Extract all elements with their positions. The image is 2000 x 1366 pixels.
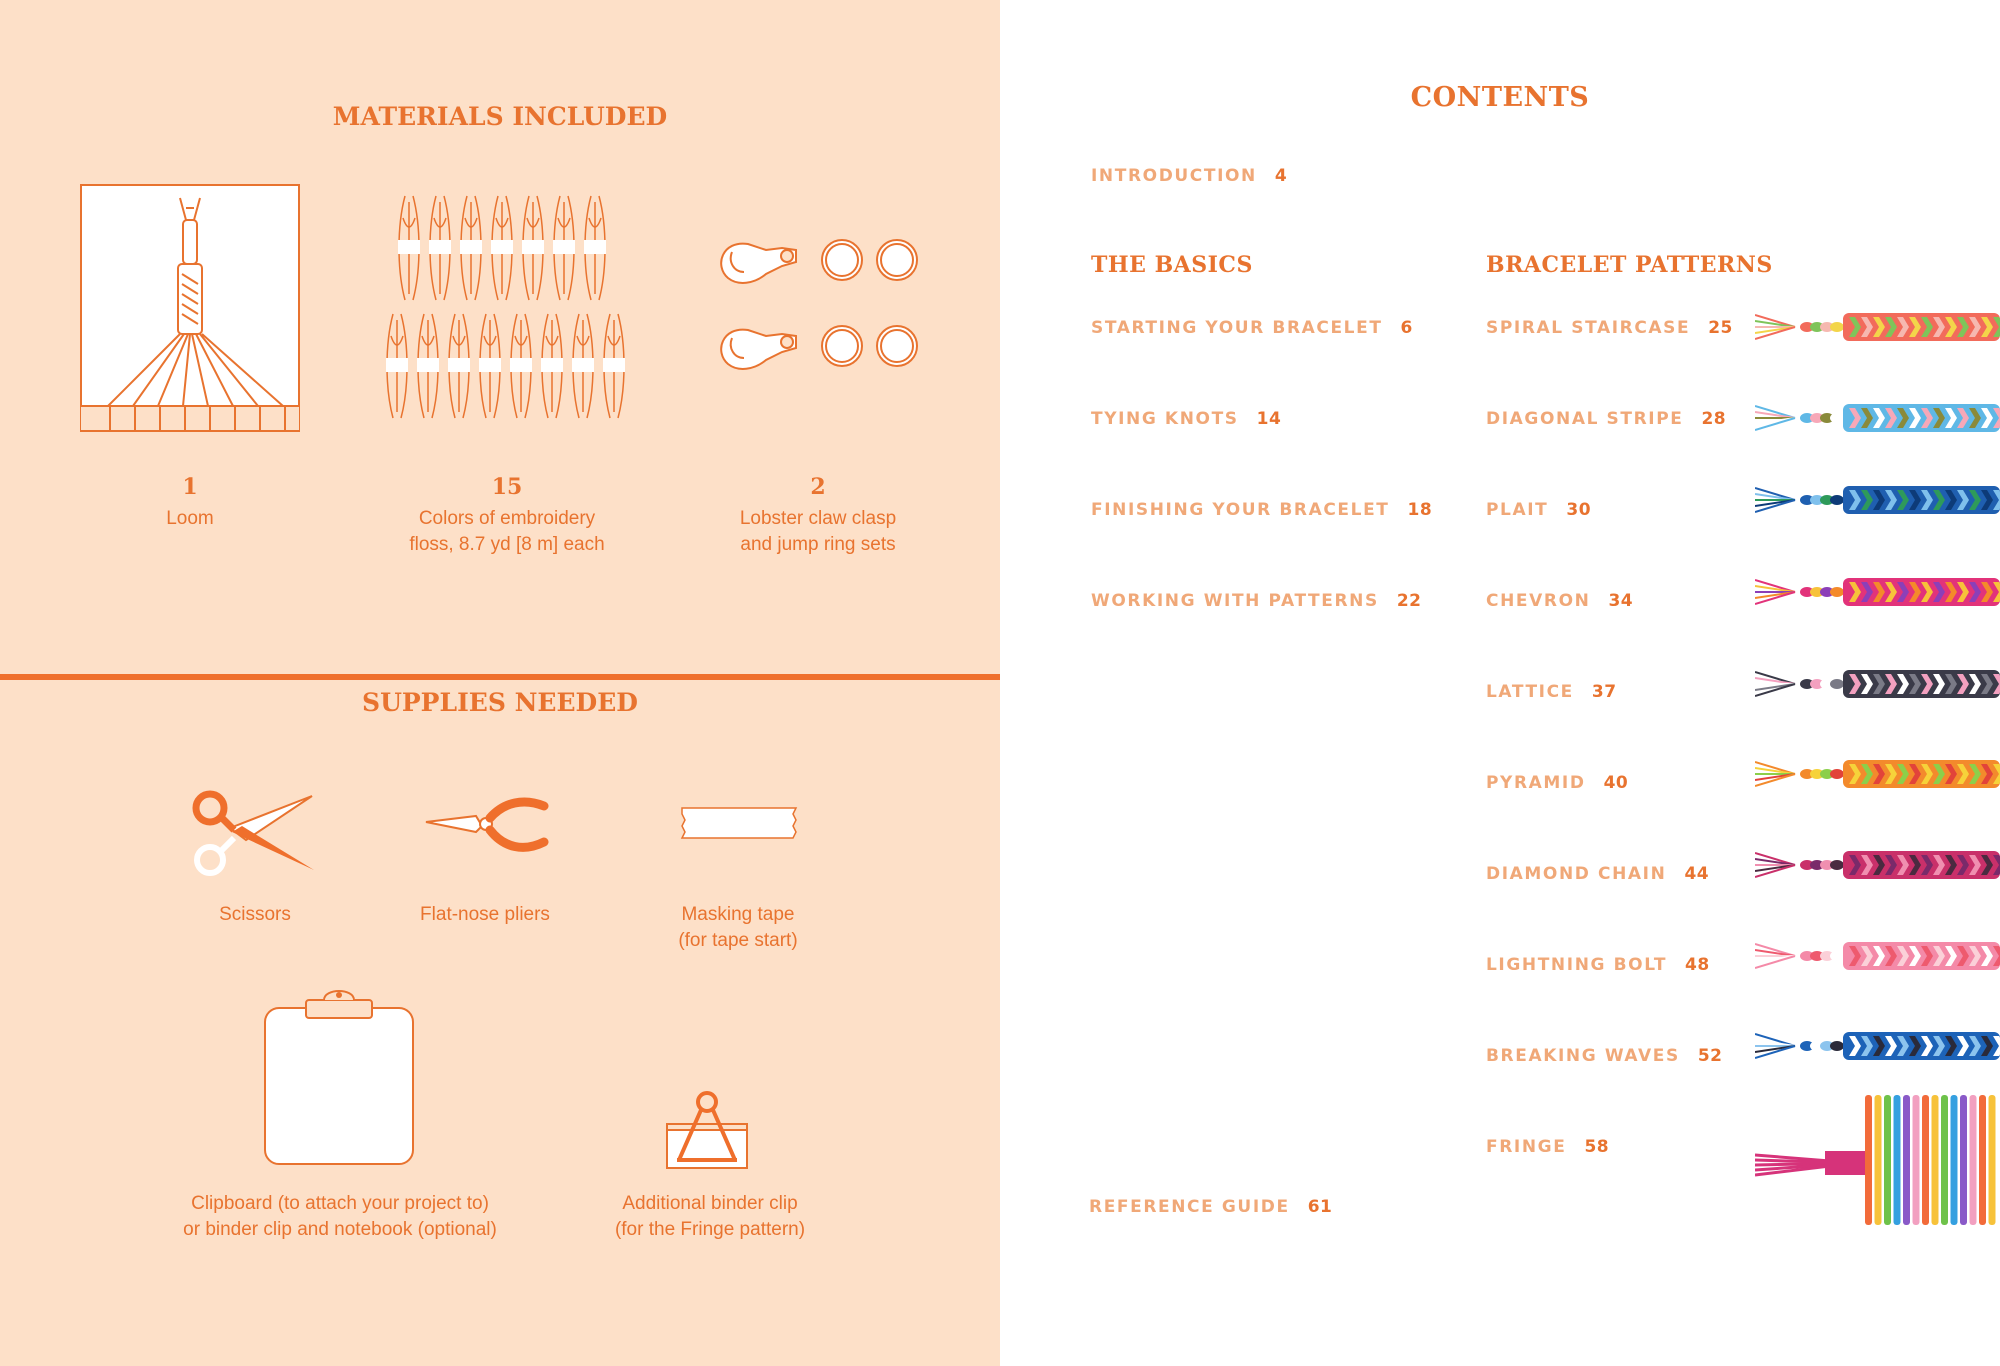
fringe-strand bbox=[1979, 1095, 1986, 1225]
fringe-strand bbox=[1922, 1095, 1929, 1225]
twist-knot bbox=[1830, 679, 1844, 689]
pliers-icon bbox=[424, 796, 550, 854]
toc-entry-page: 25 bbox=[1708, 318, 1733, 338]
toc-lattice[interactable] bbox=[1486, 682, 1617, 702]
toc-finishing-your-bracelet[interactable] bbox=[1091, 500, 1432, 520]
toc-entry-page: 18 bbox=[1407, 500, 1433, 520]
scissors-icon bbox=[190, 786, 318, 878]
bracelet-band bbox=[1843, 404, 2000, 432]
loom-quantity: 1 bbox=[182, 474, 198, 500]
toc-entry-label: STARTING YOUR BRACELET bbox=[1091, 318, 1383, 338]
toc-entry-label: SPIRAL STAIRCASE bbox=[1486, 318, 1691, 338]
fringe-bracelet-image bbox=[1755, 1095, 2000, 1225]
fringe-strand bbox=[1970, 1095, 1977, 1225]
twist-knot bbox=[1830, 413, 1844, 423]
floss-icon bbox=[385, 192, 630, 422]
floss-skein bbox=[417, 314, 439, 418]
twist-knot bbox=[1830, 951, 1844, 961]
tape-icon bbox=[680, 806, 798, 840]
floss-skein bbox=[491, 196, 513, 300]
toc-entry-label: PLAIT bbox=[1486, 500, 1549, 520]
twist-knot bbox=[1830, 495, 1844, 505]
lattice-bracelet-image bbox=[1755, 662, 2000, 706]
toc-entry-label: LATTICE bbox=[1486, 682, 1574, 702]
twist-knot bbox=[1830, 769, 1844, 779]
floss-skein bbox=[460, 196, 482, 300]
toc-chevron[interactable] bbox=[1486, 591, 1633, 611]
floss-skein bbox=[479, 314, 501, 418]
supplies-title: SUPPLIES NEEDED bbox=[362, 688, 638, 717]
plait-bracelet-image bbox=[1755, 478, 2000, 522]
fringe-strand bbox=[1903, 1095, 1910, 1225]
pliers-label: Flat-nose pliers bbox=[420, 904, 550, 925]
binder-clip-icon bbox=[665, 1090, 749, 1170]
clasp-icon bbox=[712, 232, 927, 382]
bracelet-band bbox=[1843, 486, 2000, 514]
section-divider bbox=[0, 674, 1000, 680]
toc-reference-guide[interactable] bbox=[1089, 1197, 1332, 1217]
fringe-strand bbox=[1913, 1095, 1920, 1225]
loom-label: Loom bbox=[166, 508, 214, 529]
clipboard-icon bbox=[262, 986, 416, 1168]
floss-skein bbox=[448, 314, 470, 418]
toc-lightning-bolt[interactable] bbox=[1486, 955, 1710, 975]
fringe-strand bbox=[1884, 1095, 1891, 1225]
toc-entry-page: 61 bbox=[1307, 1197, 1333, 1217]
contents-title: CONTENTS bbox=[1410, 82, 1590, 113]
toc-entry-label: REFERENCE GUIDE bbox=[1089, 1197, 1290, 1217]
bracelet-band bbox=[1843, 851, 2000, 879]
fringe-strand bbox=[1932, 1095, 1939, 1225]
floss-label: Colors of embroidery floss, 8.7 yd [8 m] each bbox=[409, 508, 605, 555]
floss-skein bbox=[553, 196, 575, 300]
toc-entry-page: 48 bbox=[1685, 955, 1710, 975]
toc-entry-page: 28 bbox=[1701, 409, 1727, 429]
toc-entry-page: 14 bbox=[1256, 409, 1282, 429]
materials-title: MATERIALS INCLUDED bbox=[332, 102, 668, 131]
diagonal-stripe-bracelet-image bbox=[1755, 396, 2000, 440]
bracelet-band bbox=[1843, 313, 2000, 341]
patterns-heading: BRACELET PATTERNS bbox=[1486, 252, 1773, 278]
pyramid-bracelet-image bbox=[1755, 752, 2000, 796]
binder-clip-label: Additional binder clip (for the Fringe pattern) bbox=[614, 1193, 806, 1240]
toc-spiral-staircase[interactable] bbox=[1486, 318, 1733, 338]
clipboard-label: Clipboard (to attach your project to) or binder clip and notebook (optional) bbox=[183, 1193, 497, 1240]
toc-introduction[interactable] bbox=[1091, 166, 1287, 186]
floss-skein bbox=[386, 314, 408, 418]
toc-working-with-patterns[interactable] bbox=[1091, 591, 1421, 611]
floss-skein bbox=[510, 314, 532, 418]
toc-entry-label: FRINGE bbox=[1486, 1137, 1567, 1157]
toc-entry-page: 6 bbox=[1400, 318, 1413, 338]
bracelet-band bbox=[1843, 942, 2000, 970]
clasp-quantity: 2 bbox=[810, 474, 826, 500]
toc-entry-label: BREAKING WAVES bbox=[1486, 1046, 1680, 1066]
toc-entry-page: 58 bbox=[1584, 1137, 1610, 1157]
breaking-waves-bracelet-image bbox=[1755, 1024, 2000, 1068]
fringe-strand bbox=[1989, 1095, 1996, 1225]
fringe-strand bbox=[1865, 1095, 1872, 1225]
twist-knot bbox=[1830, 322, 1844, 332]
basics-heading: THE BASICS bbox=[1091, 252, 1253, 278]
toc-entry-page: 37 bbox=[1591, 682, 1617, 702]
twist-knot bbox=[1830, 860, 1844, 870]
fringe-strand bbox=[1875, 1095, 1882, 1225]
toc-entry-label: TYING KNOTS bbox=[1091, 409, 1239, 429]
toc-tying-knots[interactable] bbox=[1091, 409, 1281, 429]
toc-entry-page: 40 bbox=[1603, 773, 1629, 793]
bracelet-band bbox=[1843, 1032, 2000, 1060]
floss-skein bbox=[522, 196, 544, 300]
loom-icon bbox=[80, 184, 300, 432]
clasp-label: Lobster claw clasp and jump ring sets bbox=[739, 508, 897, 555]
toc-starting-your-bracelet[interactable] bbox=[1091, 318, 1413, 338]
fringe-strand bbox=[1960, 1095, 1967, 1225]
toc-pyramid[interactable] bbox=[1486, 773, 1628, 793]
fringe-strand bbox=[1951, 1095, 1958, 1225]
fringe-knot-band bbox=[1825, 1151, 1865, 1175]
toc-diagonal-stripe[interactable] bbox=[1486, 409, 1726, 429]
toc-plait[interactable] bbox=[1486, 500, 1591, 520]
toc-entry-page: 52 bbox=[1697, 1046, 1723, 1066]
toc-entry-label: FINISHING YOUR BRACELET bbox=[1091, 500, 1390, 520]
toc-entry-label: INTRODUCTION bbox=[1091, 166, 1257, 186]
toc-entry-page: 22 bbox=[1396, 591, 1422, 611]
toc-breaking-waves[interactable] bbox=[1486, 1046, 1723, 1066]
toc-entry-label: LIGHTNING BOLT bbox=[1486, 955, 1668, 975]
toc-entry-label: DIAGONAL STRIPE bbox=[1486, 409, 1684, 429]
tape-label: Masking tape (for tape start) bbox=[678, 904, 798, 951]
toc-entry-page: 4 bbox=[1274, 166, 1288, 186]
diamond-chain-bracelet-image bbox=[1755, 843, 2000, 887]
floss-skein bbox=[429, 196, 451, 300]
chevron-bracelet-image bbox=[1755, 570, 2000, 614]
fringe-strand bbox=[1941, 1095, 1948, 1225]
toc-diamond-chain[interactable] bbox=[1486, 864, 1709, 884]
spiral-staircase-bracelet-image bbox=[1755, 305, 2000, 349]
toc-entry-page: 44 bbox=[1684, 864, 1710, 884]
bracelet-band bbox=[1843, 670, 2000, 698]
twist-knot bbox=[1830, 587, 1844, 597]
lightning-bolt-bracelet-image bbox=[1755, 934, 2000, 978]
toc-entry-label: CHEVRON bbox=[1486, 591, 1591, 611]
fringe-strand bbox=[1894, 1095, 1901, 1225]
bracelet-band bbox=[1843, 578, 2000, 606]
toc-entry-label: PYRAMID bbox=[1486, 773, 1586, 793]
toc-entry-page: 30 bbox=[1566, 500, 1592, 520]
toc-entry-label: DIAMOND CHAIN bbox=[1486, 864, 1667, 884]
floss-skein bbox=[584, 196, 606, 300]
bracelet-band bbox=[1843, 760, 2000, 788]
toc-entry-page: 34 bbox=[1608, 591, 1634, 611]
floss-quantity: 15 bbox=[491, 474, 523, 500]
floss-skein bbox=[541, 314, 563, 418]
floss-skein bbox=[398, 196, 420, 300]
floss-skein bbox=[572, 314, 594, 418]
toc-entry-label: WORKING WITH PATTERNS bbox=[1091, 591, 1379, 611]
floss-skein bbox=[603, 314, 625, 418]
toc-fringe[interactable] bbox=[1486, 1137, 1609, 1157]
twist-knot bbox=[1830, 1041, 1844, 1051]
scissors-label: Scissors bbox=[219, 904, 291, 925]
